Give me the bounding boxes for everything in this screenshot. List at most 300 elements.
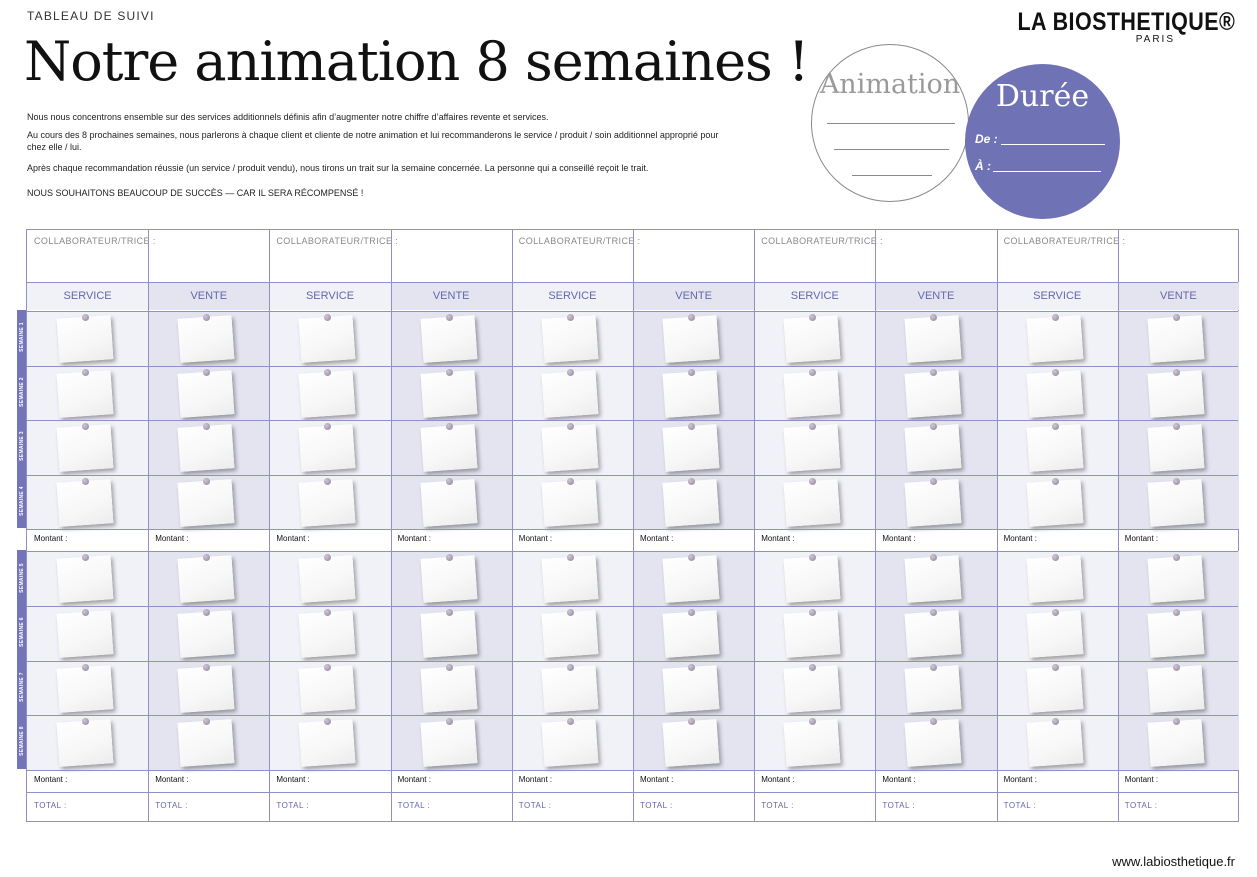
- montant-label: Montant :: [518, 774, 553, 784]
- week-cell[interactable]: [391, 661, 512, 716]
- row-divider: [27, 420, 1238, 421]
- sticky-note[interactable]: [299, 315, 356, 363]
- pin-icon: [567, 664, 574, 671]
- week-cell[interactable]: [148, 311, 269, 366]
- sticky-note[interactable]: [1026, 479, 1083, 527]
- sticky-note[interactable]: [784, 665, 841, 713]
- website[interactable]: www.labiosthetique.fr: [1112, 854, 1235, 869]
- week-cell[interactable]: [997, 661, 1118, 716]
- montant-label: Montant :: [34, 534, 68, 544]
- week-cell[interactable]: [997, 420, 1118, 475]
- sticky-note[interactable]: [57, 556, 114, 604]
- service-header: SERVICE: [269, 282, 390, 310]
- pin-icon: [1052, 609, 1059, 616]
- montant-label: Montant :: [155, 774, 189, 784]
- week-label-text: SEMAINE 6: [18, 617, 25, 648]
- pin-icon: [1052, 554, 1059, 561]
- collaborator-label[interactable]: COLLABORATEUR/TRICE :: [276, 236, 399, 246]
- service-header: SERVICE: [997, 282, 1118, 310]
- week-cell[interactable]: [148, 366, 269, 421]
- pin-icon: [1173, 664, 1180, 671]
- sticky-note[interactable]: [1147, 370, 1204, 418]
- week-cell[interactable]: [27, 551, 148, 606]
- sticky-note[interactable]: [1147, 719, 1204, 767]
- sticky-note[interactable]: [1026, 556, 1083, 604]
- week-label: [17, 365, 26, 420]
- week-cell[interactable]: [269, 366, 390, 421]
- week-cell[interactable]: [27, 661, 148, 716]
- row-divider: [27, 282, 1238, 283]
- vente-header: VENTE: [875, 282, 996, 310]
- sticky-note[interactable]: [663, 665, 720, 713]
- week-cell[interactable]: [269, 475, 390, 530]
- week-cell[interactable]: [391, 551, 512, 606]
- week-cell[interactable]: [391, 715, 512, 770]
- total-label: TOTAL :: [155, 800, 188, 810]
- week-cell[interactable]: [875, 551, 996, 606]
- pin-icon: [1052, 478, 1059, 485]
- sticky-note[interactable]: [663, 370, 720, 418]
- pin-icon: [82, 609, 89, 616]
- row-divider: [27, 475, 1238, 476]
- week-label-text: SEMAINE 8: [18, 726, 25, 757]
- sticky-note[interactable]: [784, 556, 841, 604]
- sticky-note[interactable]: [663, 315, 720, 363]
- montant-label: Montant :: [882, 534, 916, 544]
- sticky-note[interactable]: [905, 719, 962, 767]
- week-cell[interactable]: [269, 715, 390, 770]
- week-label-text: SEMAINE 4: [18, 486, 25, 516]
- total-label: TOTAL :: [761, 800, 794, 810]
- week-cell[interactable]: [633, 606, 754, 661]
- week-cell[interactable]: [27, 366, 148, 421]
- pin-icon: [203, 369, 210, 376]
- week-cell[interactable]: [875, 420, 996, 475]
- week-cell[interactable]: [512, 715, 633, 770]
- collaborator-column: [512, 230, 754, 821]
- sticky-note[interactable]: [1147, 556, 1204, 604]
- sticky-note[interactable]: [57, 479, 114, 527]
- pin-icon: [446, 554, 453, 561]
- pin-icon: [688, 609, 695, 616]
- week-cell[interactable]: [391, 606, 512, 661]
- montant-label: Montant :: [518, 534, 553, 544]
- week-cell[interactable]: [391, 475, 512, 530]
- pin-icon: [809, 478, 816, 485]
- pin-icon: [930, 369, 937, 376]
- pin-icon: [82, 664, 89, 671]
- week-cell[interactable]: [997, 606, 1118, 661]
- week-cell[interactable]: [875, 606, 996, 661]
- column-divider: [997, 230, 998, 821]
- week-cell[interactable]: [27, 420, 148, 475]
- week-cell[interactable]: [27, 606, 148, 661]
- week-cell[interactable]: [512, 475, 633, 530]
- week-cell[interactable]: [148, 715, 269, 770]
- total-label: TOTAL :: [639, 800, 673, 810]
- pin-icon: [446, 664, 453, 671]
- week-cell[interactable]: [633, 475, 754, 530]
- week-cell[interactable]: [754, 311, 875, 366]
- brand-logo: [982, 8, 1235, 45]
- row-divider: [27, 551, 1238, 552]
- sticky-note[interactable]: [784, 424, 841, 472]
- animation-circle: [811, 44, 969, 202]
- sticky-note[interactable]: [1147, 610, 1204, 658]
- week-cell[interactable]: [997, 551, 1118, 606]
- sticky-note[interactable]: [663, 719, 720, 767]
- pin-icon: [1173, 314, 1180, 321]
- sticky-note[interactable]: [420, 315, 477, 363]
- intro-paragraph-2: Au cours des 8 prochaines semaines, nous parlerons à chaque client et cliente de notre animation et lui recommanderons le service / produit / soin additionnel approprié pour chez elle / lui.: [27, 130, 719, 152]
- sticky-note[interactable]: [905, 315, 962, 363]
- week-label: [17, 310, 26, 365]
- sticky-note[interactable]: [541, 370, 598, 418]
- total-label: TOTAL :: [882, 800, 916, 810]
- pin-icon: [1173, 369, 1180, 376]
- total-label: TOTAL :: [397, 800, 431, 810]
- week-cell[interactable]: [512, 661, 633, 716]
- duration-from-field[interactable]: [1001, 144, 1105, 145]
- sticky-note[interactable]: [420, 610, 477, 658]
- animation-line-1[interactable]: [827, 123, 955, 124]
- sticky-note[interactable]: [178, 610, 235, 658]
- pin-icon: [567, 609, 574, 616]
- vente-header: VENTE: [633, 282, 754, 310]
- pin-icon: [567, 369, 574, 376]
- sticky-note[interactable]: [541, 424, 598, 472]
- sticky-note[interactable]: [178, 370, 235, 418]
- pin-icon: [324, 369, 331, 376]
- row-divider: [27, 792, 1238, 793]
- duration-title: Durée: [995, 79, 1090, 114]
- sticky-note[interactable]: [1147, 315, 1204, 363]
- sticky-note[interactable]: [784, 719, 841, 767]
- sticky-note[interactable]: [420, 479, 477, 527]
- sticky-note[interactable]: [420, 556, 477, 604]
- week-cell[interactable]: [754, 551, 875, 606]
- sticky-note[interactable]: [57, 315, 114, 363]
- pin-icon: [82, 478, 89, 485]
- row-divider: [27, 366, 1238, 367]
- week-cell[interactable]: [754, 661, 875, 716]
- week-cell[interactable]: [997, 715, 1118, 770]
- week-cell[interactable]: [512, 311, 633, 366]
- week-cell[interactable]: [269, 551, 390, 606]
- pin-icon: [688, 664, 695, 671]
- total-label: TOTAL :: [1003, 800, 1037, 810]
- sub-column-divider: [1118, 230, 1119, 821]
- sticky-note[interactable]: [784, 315, 841, 363]
- sticky-note[interactable]: [784, 479, 841, 527]
- week-cell[interactable]: [512, 606, 633, 661]
- week-cell[interactable]: [754, 606, 875, 661]
- sticky-note[interactable]: [784, 610, 841, 658]
- week-cell[interactable]: [148, 420, 269, 475]
- week-label-text: SEMAINE 3: [18, 431, 25, 462]
- week-cell[interactable]: [1118, 366, 1239, 421]
- week-cell[interactable]: [391, 366, 512, 421]
- week-label-text: SEMAINE 2: [18, 377, 25, 407]
- montant-label: Montant :: [1003, 534, 1037, 544]
- sticky-note[interactable]: [905, 370, 962, 418]
- week-label: [17, 419, 26, 474]
- week-cell[interactable]: [148, 551, 269, 606]
- duration-from-label: De :: [975, 132, 998, 146]
- pin-icon: [446, 718, 453, 725]
- subtitle: TABLEAU DE SUIVI: [27, 9, 155, 23]
- week-label-text: SEMAINE 1: [18, 322, 25, 353]
- row-divider: [27, 311, 1238, 312]
- week-cell[interactable]: [27, 311, 148, 366]
- sticky-note[interactable]: [420, 370, 477, 418]
- week-cell[interactable]: [512, 551, 633, 606]
- intro-paragraph-4: NOUS SOUHAITONS BEAUCOUP DE SUCCÈS — CAR IL SERA RÉCOMPENSÉ !: [27, 188, 364, 198]
- sticky-note[interactable]: [57, 719, 114, 767]
- sticky-note[interactable]: [663, 556, 720, 604]
- montant-label: Montant :: [1003, 774, 1037, 784]
- pin-icon: [1052, 314, 1059, 321]
- service-header: SERVICE: [512, 282, 633, 310]
- week-cell[interactable]: [1118, 475, 1239, 530]
- pin-icon: [324, 664, 331, 671]
- week-cell[interactable]: [1118, 606, 1239, 661]
- sticky-note[interactable]: [905, 556, 962, 604]
- sticky-note[interactable]: [1147, 665, 1204, 713]
- pin-icon: [203, 478, 210, 485]
- week-cell[interactable]: [875, 661, 996, 716]
- sticky-note[interactable]: [784, 370, 841, 418]
- pin-icon: [1173, 718, 1180, 725]
- sticky-note[interactable]: [57, 665, 114, 713]
- sticky-note[interactable]: [57, 424, 114, 472]
- collaborator-column: [27, 230, 269, 821]
- row-divider: [27, 606, 1238, 607]
- week-cell[interactable]: [754, 366, 875, 421]
- vente-header: VENTE: [391, 282, 512, 310]
- animation-title: Animation: [819, 69, 961, 100]
- montant-label: Montant :: [639, 774, 674, 784]
- week-cell[interactable]: [875, 311, 996, 366]
- week-label: [17, 550, 26, 605]
- week-cell[interactable]: [1118, 551, 1239, 606]
- sticky-note[interactable]: [299, 610, 356, 658]
- sticky-note[interactable]: [905, 610, 962, 658]
- week-cell[interactable]: [269, 420, 390, 475]
- total-label: TOTAL :: [276, 800, 310, 810]
- sticky-note[interactable]: [905, 424, 962, 472]
- sticky-note[interactable]: [1026, 665, 1083, 713]
- sticky-note[interactable]: [178, 556, 235, 604]
- pin-icon: [688, 369, 695, 376]
- montant-label: Montant :: [882, 774, 916, 784]
- week-cell[interactable]: [997, 366, 1118, 421]
- week-cell[interactable]: [148, 661, 269, 716]
- week-cell[interactable]: [875, 366, 996, 421]
- pin-icon: [930, 664, 937, 671]
- montant-label: Montant :: [1124, 534, 1159, 544]
- montant-label: Montant :: [276, 534, 310, 544]
- sticky-note[interactable]: [420, 424, 477, 472]
- sticky-note[interactable]: [1147, 424, 1204, 472]
- duration-to-label: À :: [975, 159, 991, 173]
- pin-icon: [567, 718, 574, 725]
- row-divider: [27, 529, 1238, 530]
- sticky-note[interactable]: [178, 719, 235, 767]
- montant-label: Montant :: [34, 774, 68, 784]
- sticky-note[interactable]: [299, 556, 356, 604]
- week-label-text: SEMAINE 7: [18, 672, 25, 702]
- montant-label: Montant :: [276, 774, 310, 784]
- week-cell[interactable]: [633, 366, 754, 421]
- pin-icon: [446, 423, 453, 430]
- week-cell[interactable]: [633, 311, 754, 366]
- sticky-note[interactable]: [299, 479, 356, 527]
- sticky-note[interactable]: [905, 665, 962, 713]
- intro-paragraph-1: Nous nous concentrons ensemble sur des services additionnels définis afin d’augmenter notre chiffre d’affaires revente et services.: [27, 112, 549, 122]
- sticky-note[interactable]: [905, 479, 962, 527]
- pin-icon: [809, 664, 816, 671]
- service-header: SERVICE: [27, 282, 148, 310]
- week-cell[interactable]: [1118, 311, 1239, 366]
- week-cell[interactable]: [27, 715, 148, 770]
- week-cell[interactable]: [754, 420, 875, 475]
- sticky-note[interactable]: [178, 424, 235, 472]
- duration-to-field[interactable]: [993, 171, 1101, 172]
- week-cell[interactable]: [1118, 661, 1239, 716]
- sticky-note[interactable]: [541, 315, 598, 363]
- sticky-note[interactable]: [663, 610, 720, 658]
- week-cell[interactable]: [148, 606, 269, 661]
- week-label-text: SEMAINE 5: [18, 562, 25, 593]
- pin-icon: [1052, 718, 1059, 725]
- intro-paragraph-3: Après chaque recommandation réussie (un service / produit vendu), nous tirons un trait sur la semaine concernée. La personne qui a conseillé reçoit le trait.: [27, 163, 649, 173]
- sticky-note[interactable]: [420, 719, 477, 767]
- sticky-note[interactable]: [1026, 610, 1083, 658]
- tracking-grid: [26, 229, 1239, 822]
- pin-icon: [203, 664, 210, 671]
- week-cell[interactable]: [269, 606, 390, 661]
- pin-icon: [688, 314, 695, 321]
- sub-column-divider: [391, 230, 392, 821]
- week-cell[interactable]: [754, 715, 875, 770]
- sticky-note[interactable]: [541, 719, 598, 767]
- column-divider: [754, 230, 755, 821]
- row-divider: [27, 770, 1238, 771]
- collaborator-column: [754, 230, 996, 821]
- pin-icon: [82, 314, 89, 321]
- sticky-note[interactable]: [299, 370, 356, 418]
- pin-icon: [1173, 609, 1180, 616]
- pin-icon: [446, 369, 453, 376]
- sticky-note[interactable]: [57, 370, 114, 418]
- sticky-note[interactable]: [57, 610, 114, 658]
- pin-icon: [1052, 423, 1059, 430]
- sticky-note[interactable]: [1026, 424, 1083, 472]
- sticky-note[interactable]: [178, 315, 235, 363]
- week-label: [17, 714, 26, 769]
- week-label: [17, 474, 26, 529]
- sticky-note[interactable]: [1026, 315, 1083, 363]
- pin-icon: [446, 609, 453, 616]
- row-divider: [27, 661, 1238, 662]
- sticky-note[interactable]: [541, 610, 598, 658]
- collaborator-label[interactable]: COLLABORATEUR/TRICE :: [761, 236, 883, 246]
- week-label: [17, 605, 26, 660]
- collaborator-column: [997, 230, 1239, 821]
- sticky-note[interactable]: [541, 556, 598, 604]
- collaborator-label[interactable]: COLLABORATEUR/TRICE :: [518, 236, 641, 246]
- week-cell[interactable]: [269, 311, 390, 366]
- duration-circle: [965, 64, 1120, 219]
- pin-icon: [1052, 369, 1059, 376]
- sticky-note[interactable]: [1147, 479, 1204, 527]
- pin-icon: [567, 314, 574, 321]
- week-cell[interactable]: [997, 475, 1118, 530]
- montant-label: Montant :: [397, 534, 431, 544]
- sticky-note[interactable]: [178, 665, 235, 713]
- week-cell[interactable]: [633, 715, 754, 770]
- pin-icon: [1173, 423, 1180, 430]
- week-cell[interactable]: [1118, 420, 1239, 475]
- vente-header: VENTE: [1118, 282, 1239, 310]
- collaborator-label[interactable]: COLLABORATEUR/TRICE :: [1003, 236, 1126, 246]
- animation-line-2[interactable]: [834, 149, 949, 150]
- week-cell[interactable]: [875, 715, 996, 770]
- week-cell[interactable]: [391, 420, 512, 475]
- total-label: TOTAL :: [34, 800, 67, 810]
- sticky-note[interactable]: [1026, 370, 1083, 418]
- week-cell[interactable]: [633, 551, 754, 606]
- brand-city: PARIS: [1135, 34, 1175, 45]
- collaborator-label[interactable]: COLLABORATEUR/TRICE :: [34, 236, 156, 246]
- week-cell[interactable]: [512, 366, 633, 421]
- montant-label: Montant :: [761, 774, 795, 784]
- week-cell[interactable]: [754, 475, 875, 530]
- sticky-note[interactable]: [541, 665, 598, 713]
- week-cell[interactable]: [633, 661, 754, 716]
- sticky-note[interactable]: [663, 424, 720, 472]
- week-cell[interactable]: [875, 475, 996, 530]
- montant-label: Montant :: [639, 534, 674, 544]
- collaborator-column: [269, 230, 511, 821]
- total-label: TOTAL :: [518, 800, 552, 810]
- sticky-note[interactable]: [299, 719, 356, 767]
- sticky-note[interactable]: [1026, 719, 1083, 767]
- sticky-note[interactable]: [663, 479, 720, 527]
- sticky-note[interactable]: [420, 665, 477, 713]
- sticky-note[interactable]: [299, 665, 356, 713]
- week-cell[interactable]: [27, 475, 148, 530]
- pin-icon: [446, 314, 453, 321]
- week-cell[interactable]: [1118, 715, 1239, 770]
- animation-line-3[interactable]: [852, 175, 932, 176]
- week-cell[interactable]: [512, 420, 633, 475]
- pin-icon: [1052, 664, 1059, 671]
- sticky-note[interactable]: [178, 479, 235, 527]
- week-cell[interactable]: [148, 475, 269, 530]
- sticky-note[interactable]: [541, 479, 598, 527]
- row-divider: [27, 715, 1238, 716]
- week-cell[interactable]: [269, 661, 390, 716]
- pin-icon: [809, 369, 816, 376]
- week-cell[interactable]: [391, 311, 512, 366]
- week-label: [17, 660, 26, 715]
- sticky-note[interactable]: [299, 424, 356, 472]
- week-cell[interactable]: [633, 420, 754, 475]
- week-cell[interactable]: [997, 311, 1118, 366]
- montant-label: Montant :: [761, 534, 795, 544]
